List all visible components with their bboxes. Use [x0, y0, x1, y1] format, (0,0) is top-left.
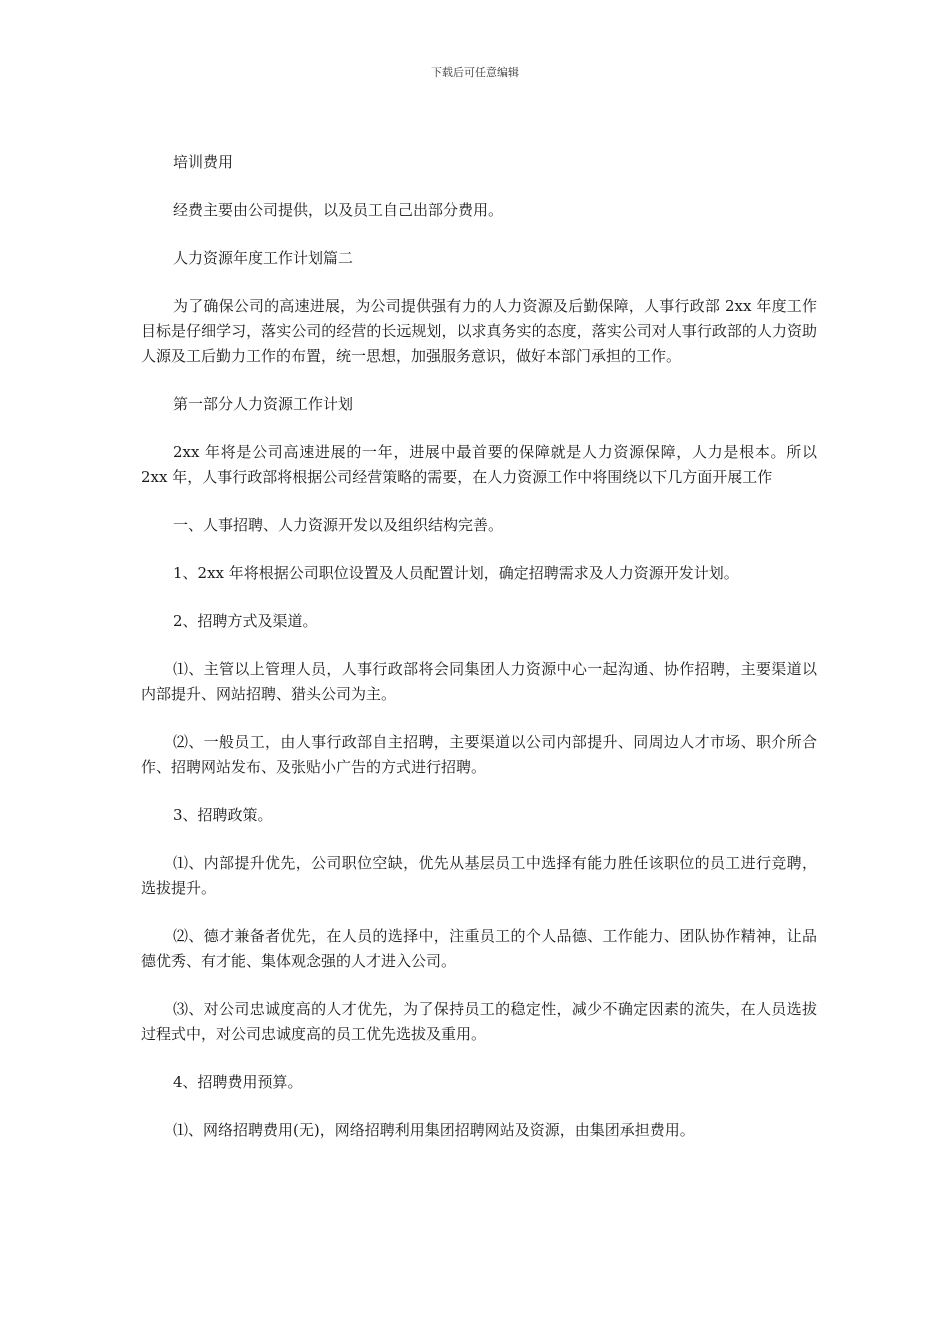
paragraph-training-cost: 培训费用 — [173, 153, 234, 171]
document-body — [141, 150, 817, 1166]
section-title-part-one: 第一部分人力资源工作计划 — [173, 395, 354, 413]
paragraph-funding: 经费主要由公司提供，以及员工自己出部分费用。 — [173, 201, 504, 219]
subitem-3-2-virtue: ⑵、德才兼备者优先，在人员的选择中，注重员工的个人品德、工作能力、团队协作精神，让品德优秀、有才能、集体观念强的人才进入公司。 — [141, 927, 817, 970]
section-title-plan-two: 人力资源年度工作计划篇二 — [173, 249, 354, 267]
subitem-4-1-online-cost: ⑴、网络招聘费用(无)，网络招聘利用集团招聘网站及资源，由集团承担费用。 — [173, 1121, 695, 1139]
subitem-2-2-staff: ⑵、一般员工，由人事行政部自主招聘，主要渠道以公司内部提升、同周边人才市场、职介所合作、招聘网站发布、及张贴小广告的方式进行招聘。 — [141, 733, 817, 776]
heading-recruitment: 一、人事招聘、人力资源开发以及组织结构完善。 — [173, 516, 504, 534]
item-1-recruitment-plan: 1、2xx 年将根据公司职位设置及人员配置计划，确定招聘需求及人力资源开发计划。 — [173, 564, 739, 582]
item-4-recruitment-budget: 4、招聘费用预算。 — [173, 1073, 303, 1091]
item-2-recruitment-channels: 2、招聘方式及渠道。 — [173, 612, 318, 630]
subitem-2-1-managers: ⑴、主管以上管理人员，人事行政部将会同集团人力资源中心一起沟通、协作招聘，主要渠道以内部提升、网站招聘、猎头公司为主。 — [141, 660, 817, 703]
item-3-recruitment-policy: 3、招聘政策。 — [173, 806, 273, 824]
paragraph-year-overview: 2xx 年将是公司高速进展的一年，进展中最首要的保障就是人力资源保障，人力是根本。所以 2xx 年，人事行政部将根据公司经营策略的需要，在人力资源工作中将围绕以下几方面开展工作 — [141, 443, 817, 486]
subitem-3-3-loyalty: ⑶、对公司忠诚度高的人才优先，为了保持员工的稳定性，减少不确定因素的流失，在人员选拔过程式中，对公司忠诚度高的员工优先选拔及重用。 — [141, 1000, 817, 1043]
page-header: 下载后可任意编辑 — [431, 66, 519, 79]
subitem-3-1-internal: ⑴、内部提升优先，公司职位空缺，优先从基层员工中选择有能力胜任该职位的员工进行竞聘，选拔提升。 — [141, 854, 817, 897]
paragraph-goals: 为了确保公司的高速进展，为公司提供强有力的人力资源及后勤保障，人事行政部 2xx 年度工作目标是仔细学习，落实公司的经营的长远规划，以求真务实的态度，落实公司对人事行政部的人力资助人源及工后勤力工作的布置，统一思想，加强服务意识，做好本部门承担的工作。 — [141, 297, 817, 365]
